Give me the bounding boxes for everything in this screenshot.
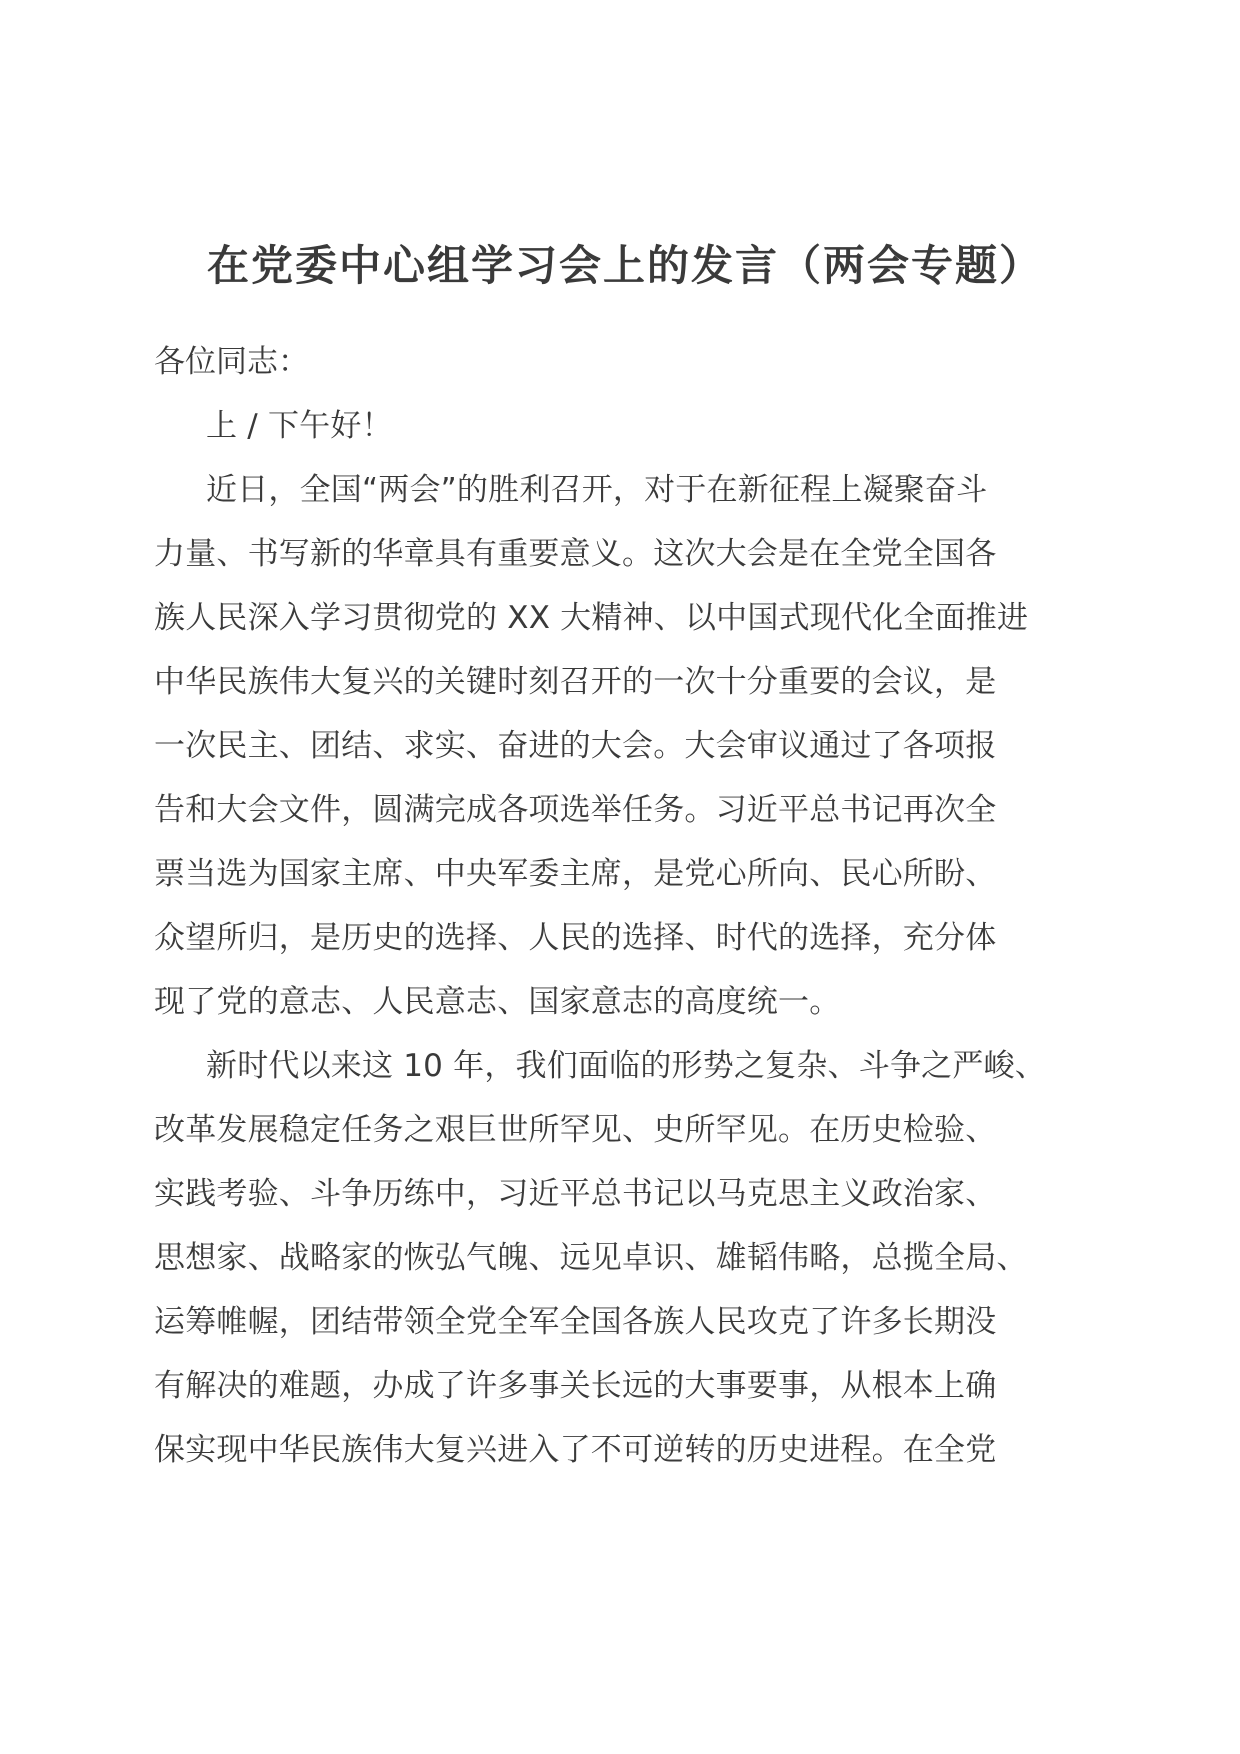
paragraph-line: 众望所归，是历史的选择、人民的选择、时代的选择，充分体 [154,920,997,956]
salutation: 各位同志： [154,344,309,380]
paragraph-line: 实践考验、斗争历练中，习近平总书记以马克思主义政治家、 [154,1176,997,1212]
paragraph-line: 运筹帷幄，团结带领全党全军全国各族人民攻克了许多长期没 [154,1304,997,1340]
paragraph-2 [154,1034,1102,1482]
paragraph-line: 保实现中华民族伟大复兴进入了不可逆转的历史进程。在全党 [154,1432,997,1468]
paragraph-1 [154,458,1102,1034]
document-title: 在党委中心组学习会上的发言（两会专题） [206,241,1043,290]
greeting-paragraph [154,394,1102,458]
paragraph-line: 告和大会文件，圆满完成各项选举任务。习近平总书记再次全 [154,792,997,828]
paragraph-line: 中华民族伟大复兴的关键时刻召开的一次十分重要的会议，是 [154,664,997,700]
paragraph-line: 票当选为国家主席、中央军委主席，是党心所向、民心所盼、 [154,856,997,892]
paragraph-line: 有解决的难题，办成了许多事关长远的大事要事，从根本上确 [154,1368,997,1404]
paragraph-line: 一次民主、团结、求实、奋进的大会。大会审议通过了各项报 [154,728,997,764]
paragraph-line: 族人民深入学习贯彻党的 XX 大精神、以中国式现代化全面推进 [154,600,1029,636]
paragraph-line: 近日，全国“两会”的胜利召开，对于在新征程上凝聚奋斗 [206,472,988,508]
paragraph-line: 力量、书写新的华章具有重要意义。这次大会是在全党全国各 [154,536,997,572]
paragraph-line: 现了党的意志、人民意志、国家意志的高度统一。 [154,984,841,1020]
greeting-line: 上 / 下午好！ [206,408,393,444]
paragraph-line: 改革发展稳定任务之艰巨世所罕见、史所罕见。在历史检验、 [154,1112,997,1148]
paragraph-line: 新时代以来这 10 年，我们面临的形势之复杂、斗争之严峻、 [206,1048,1046,1084]
document-body [154,330,1102,1482]
paragraph-line: 思想家、战略家的恢弘气魄、远见卓识、雄韬伟略，总揽全局、 [154,1240,1028,1276]
